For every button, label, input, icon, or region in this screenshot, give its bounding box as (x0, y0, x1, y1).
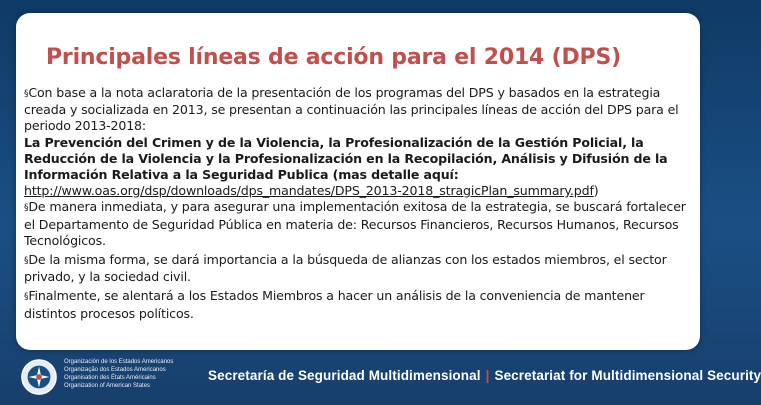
bullet-icon: § (24, 203, 29, 214)
secretariat-name-en: Secretariat for Multidimensional Security (494, 368, 761, 383)
org-name-line: Organización de los Estados Americanos (64, 359, 174, 365)
bullet-icon: § (24, 256, 29, 267)
secretariat-separator: | (485, 368, 490, 383)
paragraph-3-text: De la misma forma, se dará importancia a la búsqueda de alianzas con los estados miembros, el sector privado, y la sociedad civil. (24, 252, 667, 285)
org-name-line: Organization of American States (64, 383, 151, 389)
paragraph-4 (24, 288, 692, 321)
bullet-icon: § (24, 89, 29, 99)
dps-plan-link[interactable]: http://www.oas.org/dsp/downloads/dps_mandates/DPS_2013-2018_stragicPlan_summary.pdf (24, 183, 594, 199)
oas-seal-icon (20, 358, 58, 396)
bullet-icon: § (24, 292, 29, 303)
paragraph-3 (24, 252, 692, 285)
paragraph-4-text: Finalmente, se alentará a los Estados Miembros a hacer un análisis de la conveniencia de mantener distintos procesos políticos. (24, 288, 645, 321)
secretariat-banner (208, 368, 761, 383)
slide-card (16, 13, 700, 350)
paragraph-2 (24, 199, 692, 249)
paragraph-2-text: De manera inmediata, y para asegurar una implementación exitosa de la estrategia, se buscará fortalecer el Departamento de Seguridad Pública en materia de: Recursos Financieros, Recursos Humanos, Recursos Tecnológicos. (24, 199, 686, 248)
org-name-line: Organização dos Estados Americanos (64, 367, 166, 373)
organization-names (64, 358, 224, 390)
slide-body (24, 85, 692, 322)
paragraph-1 (24, 85, 692, 199)
slide-title: Principales líneas de acción para el 2014 (DPS) (46, 45, 621, 70)
org-name-line: Organisation des États Américains (64, 375, 156, 381)
footer-bar (0, 352, 761, 405)
paragraph-1-bold-text: La Prevención del Crimen y de la Violencia, la Profesionalización de la Gestión Policial, la Reducción de la Violencia y la Profesionalización en la Recopilación, Análisis y Difusión de la Información Relativa a la Seguridad Publica (mas detalle aquí: (24, 134, 668, 183)
paragraph-1-close: ) (593, 183, 599, 199)
secretariat-name-es: Secretaría de Seguridad Multidimensional (208, 368, 481, 383)
paragraph-1-text: Con base a la nota aclaratoria de la presentación de los programas del DPS y basados en la estrategia creada y socializada en 2013, se presentan a continuación las principales líneas de acción del DPS para el periodo 2013-2018: (24, 85, 679, 134)
